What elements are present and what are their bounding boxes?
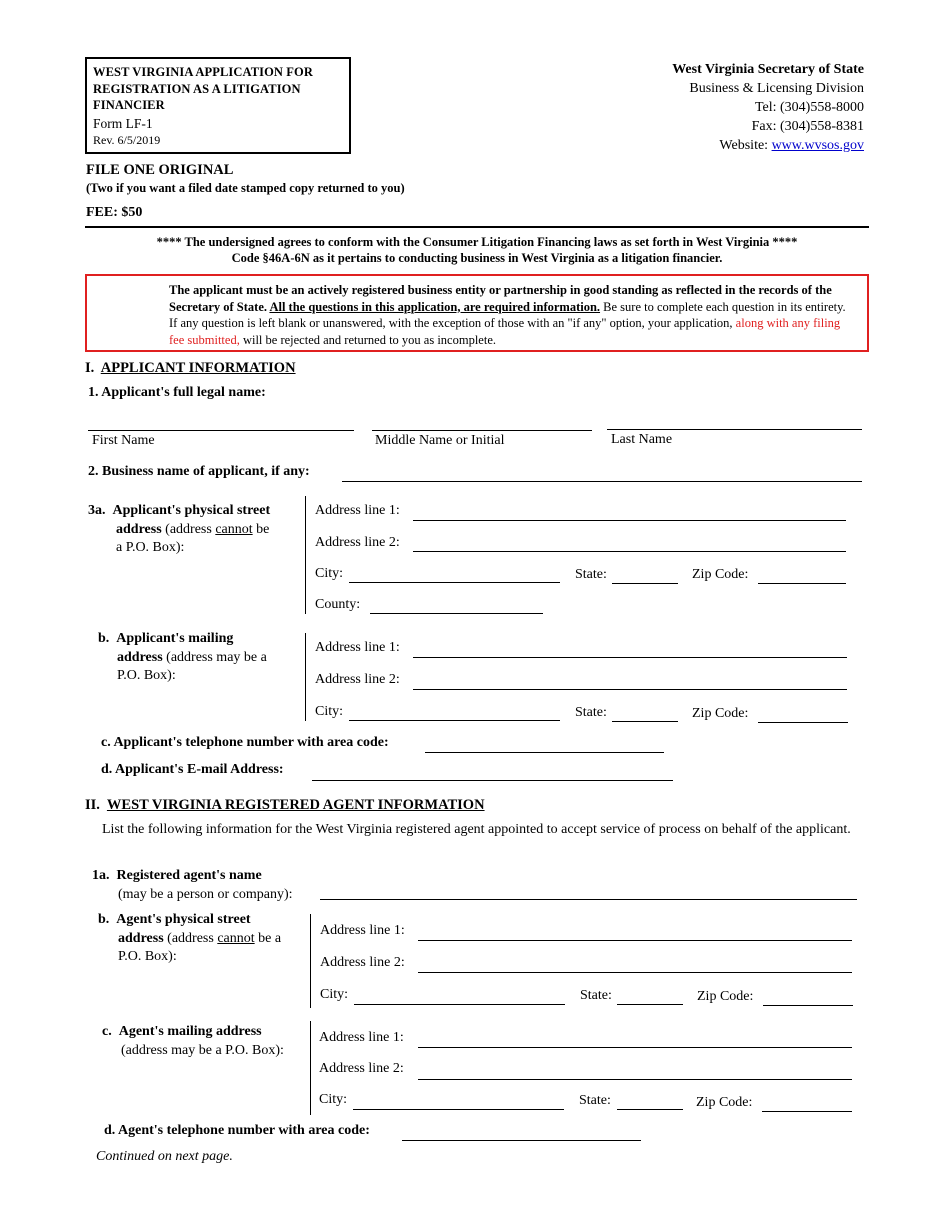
q3a-divider — [305, 496, 306, 614]
q3b-text2: P.O. Box): — [117, 668, 176, 683]
last-name-label: Last Name — [611, 432, 673, 447]
applicant-phone-field[interactable] — [425, 752, 664, 753]
q3a-city-label: City: — [315, 566, 344, 581]
q3b-city-field[interactable] — [349, 720, 560, 721]
q2-label: 2. Business name of applicant, if any: — [88, 464, 310, 479]
q3a-address2-label: Address line 2: — [315, 535, 400, 550]
middle-name-field[interactable] — [372, 430, 592, 431]
warning-normal: Be sure to complete each question in its entirety. If any question is left blank or unanswered, with the exception of those with an "if any" option, your application, — [169, 299, 846, 330]
q3a-zip-label: Zip Code: — [692, 567, 749, 582]
q3a-text3: a P.O. Box): — [116, 540, 185, 555]
middle-name-label: Middle Name or Initial — [375, 433, 505, 448]
qc-state-label: State: — [579, 1093, 611, 1108]
website-label: Website: — [719, 138, 772, 153]
notice-line-2: Code §46A-6N as it pertains to conducting business in West Virginia as a litigation financier. — [231, 251, 723, 265]
q3b-address2-field[interactable] — [413, 689, 847, 690]
q3b-address1-field[interactable] — [413, 657, 847, 658]
q1a-num: 1a. — [92, 868, 110, 883]
qc-city-label: City: — [319, 1092, 348, 1107]
q3b-state-label: State: — [575, 705, 607, 720]
qb-address1-field[interactable] — [418, 940, 852, 941]
qb-bold2: address — [118, 930, 164, 946]
qc-divider — [310, 1021, 311, 1115]
q1a-agent-name-label — [92, 866, 293, 904]
qb-cannot: cannot — [217, 930, 255, 946]
q3a-city-field[interactable] — [349, 582, 560, 583]
file-note: (Two if you want a filed date stamped copy returned to you) — [86, 181, 405, 195]
q1a-sub: (may be a person or company): — [118, 887, 293, 902]
agency-contact-block — [672, 60, 864, 155]
business-name-field[interactable] — [342, 481, 862, 482]
section-2-heading — [85, 797, 485, 814]
qd-email-label: d. Applicant's E-mail Address: — [101, 762, 284, 777]
header-divider — [85, 226, 869, 228]
qb-bold1: Agent's physical street — [116, 912, 251, 927]
qb-city-field[interactable] — [354, 1004, 565, 1005]
q3b-bold1: Applicant's mailing — [116, 631, 234, 646]
qb-city-label: City: — [320, 987, 349, 1002]
q3b-zip-label: Zip Code: — [692, 706, 749, 721]
agency-tel: Tel: (304)558-8000 — [754, 100, 864, 115]
agency-name: West Virginia Secretary of State — [672, 62, 864, 77]
first-name-field[interactable] — [88, 430, 354, 431]
qc-zip-label: Zip Code: — [696, 1095, 753, 1110]
agent-name-field[interactable] — [320, 899, 857, 900]
warning-red: along with any filing fee submitted, — [169, 316, 841, 347]
qb-text1: (address — [163, 930, 218, 946]
q3b-divider — [305, 633, 306, 721]
section-2-intro: List the following information for the West Virginia registered agent appointed to accept service of process on behalf of the applicant. — [102, 822, 851, 837]
q3a-text2: be — [252, 521, 270, 537]
section-2-roman: II. — [85, 797, 100, 813]
qb-agent-physical-label — [98, 911, 281, 967]
qc-address2-field[interactable] — [418, 1079, 852, 1080]
qc-agent-mailing-label — [102, 1023, 284, 1060]
q3b-state-field[interactable] — [612, 721, 678, 722]
q3a-bold1: Applicant's physical street — [112, 503, 271, 518]
qb-address2-label: Address line 2: — [320, 955, 405, 970]
section-2-title: WEST VIRGINIA REGISTERED AGENT INFORMATION — [106, 797, 485, 813]
q3a-text1: (address — [161, 521, 216, 537]
notice-line-1: **** The undersigned agrees to conform with the Consumer Litigation Financing laws as set forth in West Virginia **** — [156, 235, 798, 249]
warning-underlined: All the questions in this application, are required information. — [269, 299, 601, 314]
q3a-address1-label: Address line 1: — [315, 503, 400, 518]
qb-text3: P.O. Box): — [118, 949, 177, 964]
continued-note: Continued on next page. — [96, 1149, 233, 1164]
required-info-warning — [85, 274, 869, 352]
q3a-county-label: County: — [315, 597, 361, 612]
qc-phone-label: c. Applicant's telephone number with area code: — [101, 735, 389, 750]
q3a-bold2: address — [116, 521, 162, 537]
qb-zip-label: Zip Code: — [697, 989, 754, 1004]
qb-text2: be a — [254, 930, 282, 946]
qb-num: b. — [98, 912, 110, 927]
qb-state-field[interactable] — [617, 1004, 683, 1005]
qc-state-field[interactable] — [617, 1109, 683, 1110]
applicant-email-field[interactable] — [312, 780, 673, 781]
q3b-city-label: City: — [315, 704, 344, 719]
agency-fax: Fax: (304)558-8381 — [751, 119, 864, 134]
qc-num: c. — [102, 1024, 112, 1039]
qc-sub: (address may be a P.O. Box): — [121, 1042, 284, 1058]
q1a-bold: Registered agent's name — [116, 868, 262, 883]
form-title-box — [85, 57, 351, 154]
q3b-address1-label: Address line 1: — [315, 640, 400, 655]
q3b-text1: (address may be a — [162, 649, 267, 665]
qc-address1-field[interactable] — [418, 1047, 852, 1048]
website-link[interactable]: www.wvsos.gov — [771, 138, 864, 153]
last-name-field[interactable] — [607, 429, 862, 430]
warning-end: will be rejected and returned to you as incomplete. — [239, 332, 496, 347]
agency-division: Business & Licensing Division — [689, 81, 864, 96]
q3b-zip-field[interactable] — [758, 722, 848, 723]
qc-address1-label: Address line 1: — [319, 1030, 404, 1045]
form-number: Form LF-1 — [93, 115, 153, 131]
section-1-roman: I. — [85, 360, 95, 376]
warning-bold: The applicant must be an actively registered business entity or partnership in good standing as reflected in the records of the Secretary of State. — [169, 283, 832, 314]
qb-address1-label: Address line 1: — [320, 923, 405, 938]
first-name-label: First Name — [92, 433, 155, 448]
q3b-bold2: address — [117, 649, 163, 665]
q3a-address2-field[interactable] — [413, 551, 846, 552]
file-one-original: FILE ONE ORIGINAL — [86, 162, 234, 178]
q3a-address1-field[interactable] — [413, 520, 846, 521]
form-revision: Rev. 6/5/2019 — [93, 132, 161, 147]
q3a-state-field[interactable] — [612, 583, 678, 584]
q3b-label — [98, 630, 267, 686]
qc-bold: Agent's mailing address — [118, 1024, 262, 1039]
q3a-cannot: cannot — [215, 521, 253, 537]
qb-divider — [310, 914, 311, 1008]
section-1-title: APPLICANT INFORMATION — [100, 360, 296, 376]
conformance-notice — [85, 234, 869, 266]
q3a-county-field[interactable] — [370, 613, 543, 614]
fee: FEE: $50 — [86, 205, 143, 220]
agent-phone-field[interactable] — [402, 1140, 641, 1141]
q3a-label — [88, 502, 270, 558]
q3a-state-label: State: — [575, 567, 607, 582]
q3a-num: 3a. — [88, 503, 106, 518]
qd-agent-phone-label: d. Agent's telephone number with area code: — [104, 1123, 370, 1138]
q3b-num: b. — [98, 631, 110, 646]
form-title: WEST VIRGINIA APPLICATION FOR REGISTRATION AS A LITIGATION FINANCIER — [93, 65, 313, 112]
qc-zip-field[interactable] — [762, 1111, 852, 1112]
qc-address2-label: Address line 2: — [319, 1061, 404, 1076]
qb-zip-field[interactable] — [763, 1005, 853, 1006]
q3b-address2-label: Address line 2: — [315, 672, 400, 687]
agency-website — [672, 136, 864, 155]
q1-label: 1. Applicant's full legal name: — [88, 385, 266, 400]
qb-address2-field[interactable] — [418, 972, 852, 973]
qc-city-field[interactable] — [353, 1109, 564, 1110]
section-1-heading — [85, 360, 296, 377]
q3a-zip-field[interactable] — [758, 583, 846, 584]
qb-state-label: State: — [580, 988, 612, 1003]
